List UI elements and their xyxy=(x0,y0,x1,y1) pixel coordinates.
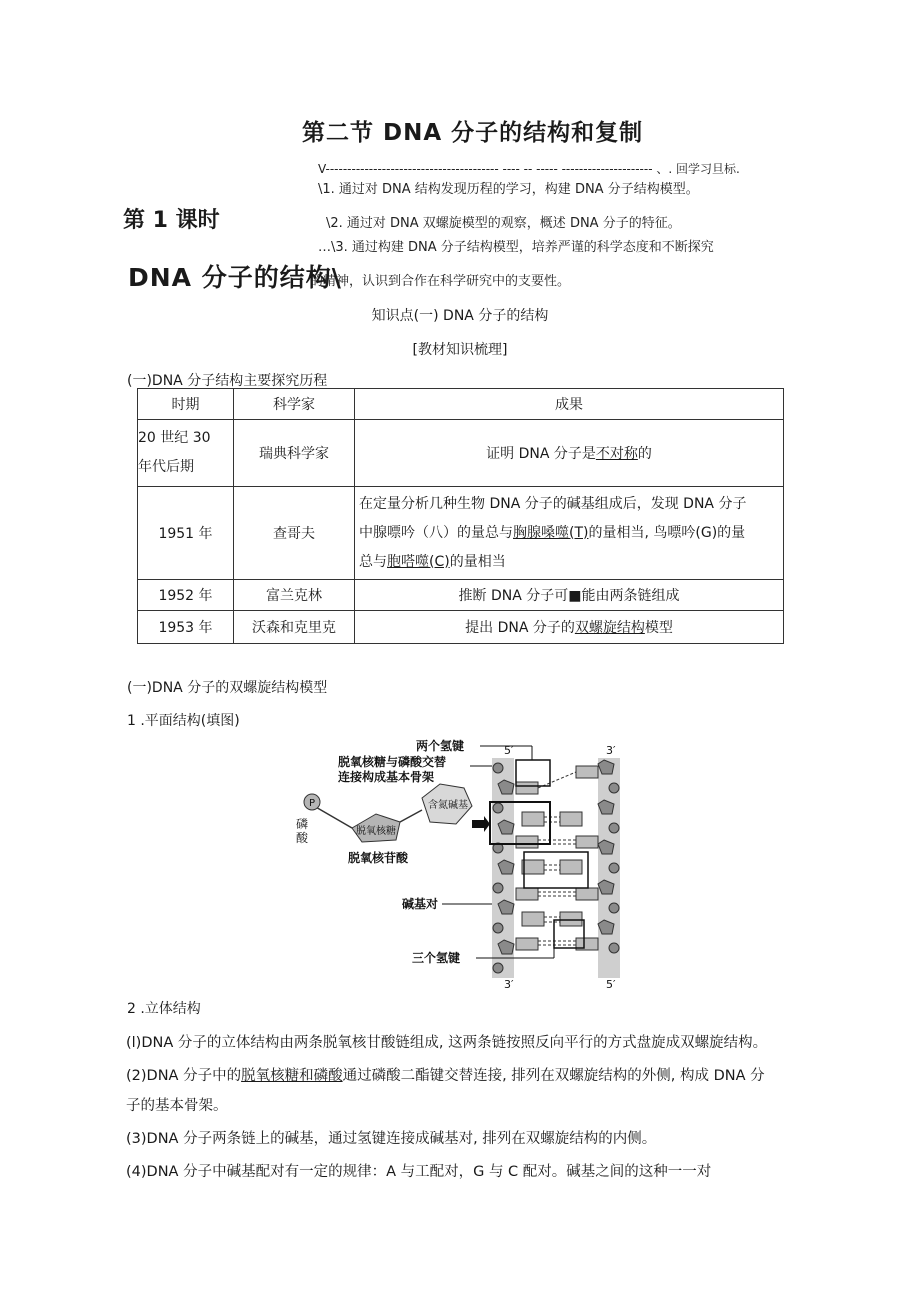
table-cell-period xyxy=(138,420,234,487)
nucleotide-label: 脱氧核苷酸 xyxy=(347,851,409,865)
result-text: 中腺嘌吟（八）的量总与 xyxy=(359,524,513,541)
backbone-label-2: 连接构成基本骨架 xyxy=(338,770,435,784)
paragraph-1: (l)DNA 分子的立体结构由两条脱氧核甘酸链组成, 这两条链按照反向平行的方式盘旋成双螺旋结构。 xyxy=(126,1035,768,1051)
table-cell-result xyxy=(355,611,784,644)
strand-end-label: 3′ xyxy=(606,744,616,757)
period-line: 年代后期 xyxy=(138,459,194,475)
table-row xyxy=(138,580,784,611)
paragraph-2 xyxy=(126,1064,765,1085)
strand-end-label: 3′ xyxy=(504,978,514,991)
table-cell-scientist: 沃森和克里克 xyxy=(234,611,355,644)
phosphate-label: 磷 xyxy=(296,817,309,831)
period-line: 20 世纪 30 xyxy=(138,430,211,446)
table-cell-result xyxy=(355,420,784,487)
goal-2: \2. 通过对 DNA 双螺旋模型的观察，概述 DNA 分子的特征。 xyxy=(326,216,681,231)
table-header: 时期 xyxy=(138,389,234,420)
table-cell-scientist: 富兰克林 xyxy=(234,580,355,611)
dna-structure-figure xyxy=(292,736,642,991)
base-pair-label: 碱基对 xyxy=(402,897,439,911)
phosphate-symbol: P xyxy=(308,798,316,809)
result-answer: 不对称 xyxy=(595,446,638,462)
table-cell-result: 推断 DNA 分子可■能由两条链组成 xyxy=(355,580,784,611)
page-title: 第二节 DNA 分子的结构和复制 xyxy=(302,120,644,146)
base-label: 含氮碱基 xyxy=(428,800,468,811)
section-history-heading: (一)DNA 分子结构主要探究历程 xyxy=(127,373,328,389)
paragraph-text: (2)DNA 分子中的 xyxy=(126,1068,242,1084)
table-row xyxy=(138,487,784,580)
table-cell-period: 1951 年 xyxy=(138,487,234,580)
paragraph-2-cont: 子的基本骨架。 xyxy=(126,1098,228,1114)
item-planar: 1 .平面结构(填图) xyxy=(127,713,240,729)
goal-3: …\3. 通过构建 DNA 分子结构模型，培养严谨的科学态度和不断探究 xyxy=(318,240,714,255)
result-answer: 胞嗒噬(C) xyxy=(387,553,450,570)
result-text: 总与 xyxy=(359,553,387,570)
result-answer: 双螺旋结构 xyxy=(574,620,645,636)
result-text: 提出 DNA 分子的 xyxy=(465,620,575,636)
phosphate-label: 酸 xyxy=(296,831,309,845)
table-cell-result xyxy=(355,487,784,580)
paragraph-text: 通过磷酸二酯键交替连接, 排列在双螺旋结构的外侧, 构成 DNA 分 xyxy=(342,1068,765,1084)
knowledge-heading: 知识点(一) DNA 分子的结构 xyxy=(371,308,549,324)
goal-3-cont: 的精神，认识到合作在科学研究中的支要性。 xyxy=(310,274,571,289)
section-big-title: DNA 分子的结构\ xyxy=(128,263,342,292)
knowledge-subheading: [教材知识梳理] xyxy=(412,342,508,358)
result-line xyxy=(359,548,779,577)
two-h-label: 两个氢键 xyxy=(416,739,465,753)
result-line xyxy=(359,519,779,548)
result-text: 的 xyxy=(637,446,652,462)
table-row xyxy=(138,611,784,644)
bond-line xyxy=(314,806,352,828)
table-cell-period: 1953 年 xyxy=(138,611,234,644)
result-text: 的量相当, 鸟嘌吟(G)的量 xyxy=(588,524,746,541)
table-header: 科学家 xyxy=(234,389,355,420)
paragraph-answer: 脱氧核糖和磷酸 xyxy=(241,1068,343,1084)
sugar-label: 脱氧核糖 xyxy=(356,826,396,837)
section-model-heading: (一)DNA 分子的双螺旋结构模型 xyxy=(127,680,328,696)
lesson-title: 第 1 课时 xyxy=(123,208,220,233)
table-header-row xyxy=(138,389,784,420)
result-text: 的量相当 xyxy=(449,553,506,570)
goal-header-line: V---------------------------------------- ---- -- ----- --------------------- 、. 回学习旦标. xyxy=(318,162,740,176)
table-cell-scientist: 查哥夫 xyxy=(234,487,355,580)
result-text: 模型 xyxy=(644,620,673,636)
table-header: 成果 xyxy=(355,389,784,420)
history-table xyxy=(137,388,784,644)
paragraph-4: (4)DNA 分子中碱基配对有一定的规律：A 与工配对，G 与 C 配对。碱基之间的这种一一对 xyxy=(126,1164,712,1180)
bond-line xyxy=(400,810,422,822)
strand-end-label: 5′ xyxy=(606,978,616,991)
result-answer: 胸腺嗓噬(T) xyxy=(513,524,589,541)
arrow-icon xyxy=(472,816,490,832)
backbone-label-1: 脱氧核糖与磷酸交替 xyxy=(338,755,447,769)
result-text: 证明 DNA 分子是 xyxy=(486,446,596,462)
table-row xyxy=(138,420,784,487)
strand-end-label: 5′ xyxy=(504,744,514,757)
three-h-label: 三个氢键 xyxy=(412,951,461,965)
table-cell-scientist: 瑞典科学家 xyxy=(234,420,355,487)
result-line: 在定量分析几种生物 DNA 分子的碱基组成后，发现 DNA 分子 xyxy=(359,495,747,512)
goal-1: \1. 通过对 DNA 结构发现历程的学习，构建 DNA 分子结构模型。 xyxy=(318,182,699,197)
table-cell-period: 1952 年 xyxy=(138,580,234,611)
item-3d: 2 .立体结构 xyxy=(127,1001,201,1017)
paragraph-3: (3)DNA 分子两条链上的碱基，通过氢键连接成碱基对, 排列在双螺旋结构的内侧。 xyxy=(126,1131,657,1147)
